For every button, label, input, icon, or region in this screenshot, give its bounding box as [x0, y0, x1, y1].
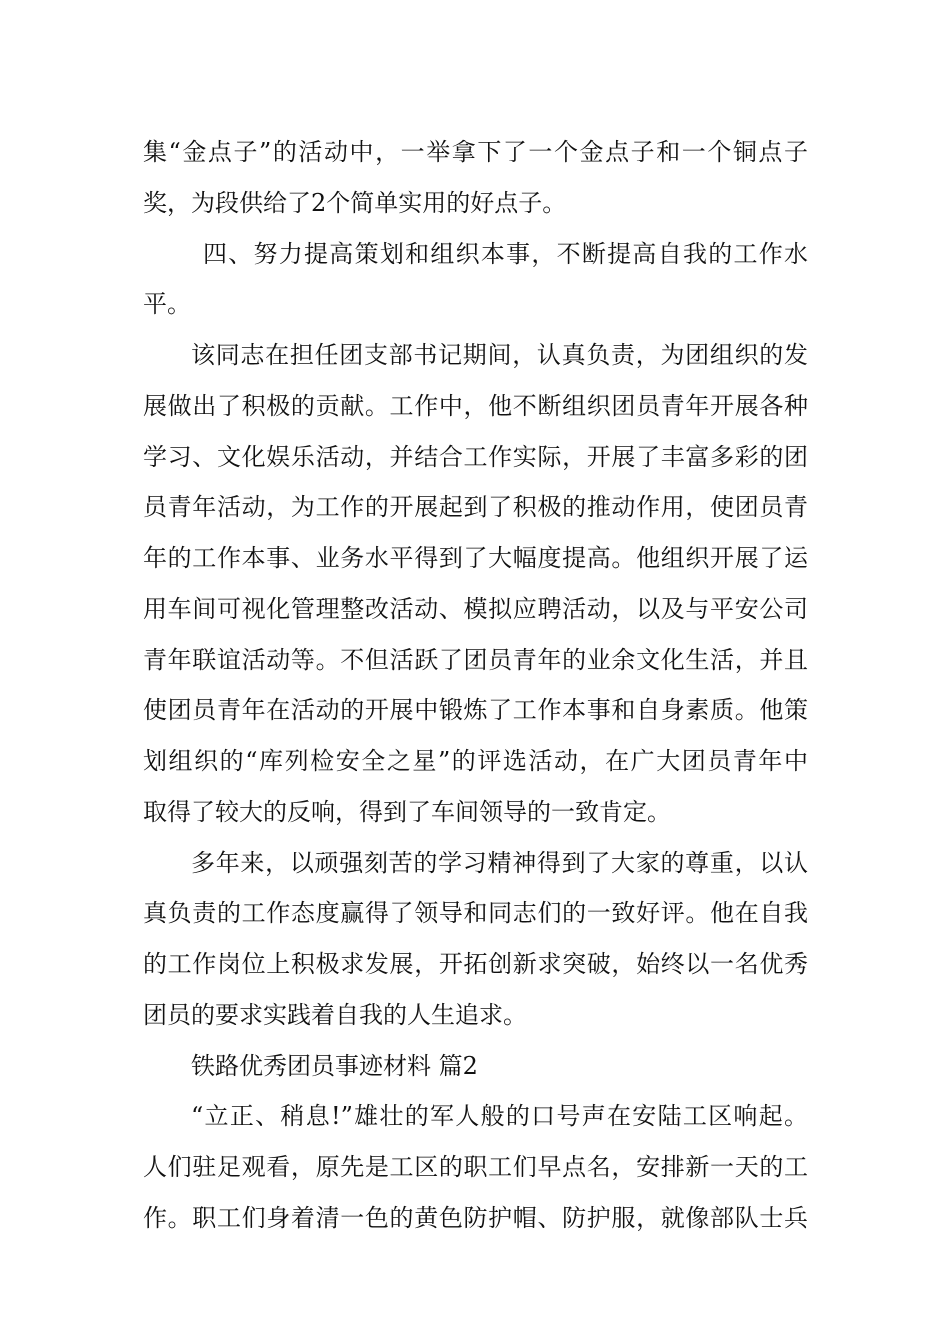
text-line-10: 用车间可视化管理整改活动、模拟应聘活动，以及与平安公司 [143, 595, 808, 623]
text-line-5: 该同志在担任团支部书记期间，认真负责，为团组织的发 [191, 341, 808, 369]
text-line-20: “立正、稍息!”雄壮的军人般的口号声在安陆工区响起。 [191, 1102, 808, 1130]
text-line-14: 取得了较大的反响，得到了车间领导的一致肯定。 [143, 798, 671, 826]
text-line-22: 作。职工们身着清一色的黄色防护帽、防护服，就像部队士兵 [143, 1204, 808, 1232]
section-title: 铁路优秀团员事迹材料 篇2 [191, 1052, 478, 1080]
text-line-16: 真负责的工作态度赢得了领导和同志们的一致好评。他在自我 [143, 899, 808, 927]
text-line-1: 集“金点子”的活动中，一举拿下了一个金点子和一个铜点子 [143, 138, 808, 166]
text-line-12: 使团员青年在活动的开展中锻炼了工作本事和自身素质。他策 [143, 696, 808, 724]
text-line-11: 青年联谊活动等。不但活跃了团员青年的业余文化生活，并且 [143, 646, 808, 674]
text-line-7: 学习、文化娱乐活动，并结合工作实际，开展了丰富多彩的团 [143, 443, 808, 471]
text-line-13: 划组织的“库列检安全之星”的评选活动，在广大团员青年中 [143, 747, 808, 775]
text-line-8: 员青年活动，为工作的开展起到了积极的推动作用，使团员青 [143, 493, 808, 521]
text-line-17: 的工作岗位上积极求发展，开拓创新求突破，始终以一名优秀 [143, 950, 808, 978]
text-line-6: 展做出了积极的贡献。工作中，他不断组织团员青年开展各种 [143, 392, 808, 420]
text-line-4: 平。 [143, 290, 191, 318]
text-line-9: 年的工作本事、业务水平得到了大幅度提高。他组织开展了运 [143, 544, 808, 572]
section-heading-4: 四、努力提高策划和组织本事，不断提高自我的工作水 [203, 240, 808, 268]
text-line-21: 人们驻足观看，原先是工区的职工们早点名，安排新一天的工 [143, 1153, 808, 1181]
text-line-18: 团员的要求实践着自我的人生追求。 [143, 1001, 527, 1029]
text-line-15: 多年来，以顽强刻苦的学习精神得到了大家的尊重，以认 [191, 849, 808, 877]
text-line-2: 奖，为段供给了2个简单实用的好点子。 [143, 189, 567, 217]
